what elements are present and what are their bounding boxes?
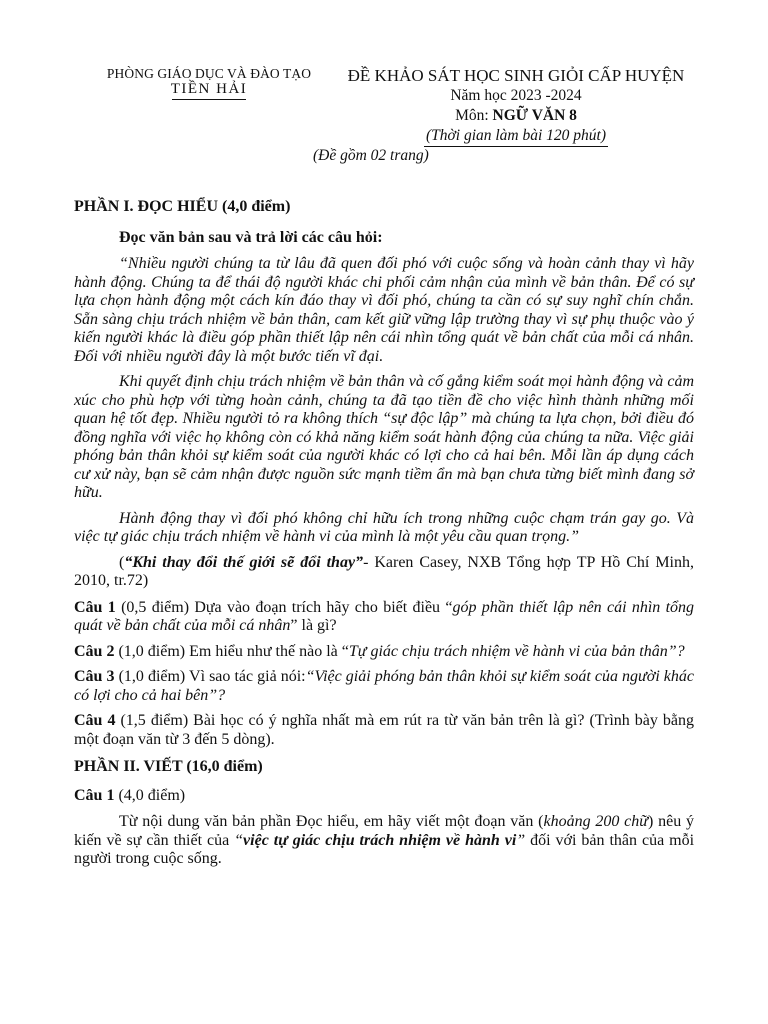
header-right [334, 66, 698, 147]
writing-question-1-label: Câu 1 [74, 786, 115, 804]
citation [74, 554, 694, 591]
part1-heading: PHẦN I. ĐỌC HIỂU (4,0 điểm) [74, 198, 291, 215]
department-name: PHÒNG GIÁO DỤC VÀ ĐÀO TẠO [106, 66, 312, 81]
subject-value: NGỮ VĂN 8 [492, 107, 577, 124]
passage-paragraph-2: Khi quyết định chịu trách nhiệm về bản thân và cố gắng kiểm soát mọi hành động và cảm xúc cho phù hợp với từng hoàn cảnh, chúng ta đã tạo tiền đề cho việc hình thành những mối quan hệ tốt đẹp. Nhiều người tỏ ra không thích “sự độc lập” mà chúng ta lựa chọn, bởi điều đó đồng nghĩa với việc họ không còn có khả năng kiểm soát hành động của chúng ta nữa. Việc giải phóng bản thân khỏi sự kiểm soát của người khác có lợi cho cả hai bên. Mỗi lần áp dụng cách cư xử này, bạn sẽ cảm nhận được nguồn sức mạnh tiềm ẩn mà bạn chưa từng biết mình đang sở hữu. [74, 373, 694, 501]
question-4 [74, 712, 694, 749]
district-underline [172, 99, 246, 100]
header-left [70, 66, 348, 100]
part1-instruction: Đọc văn bản sau và trả lời các câu hỏi: [119, 228, 383, 246]
citation-title: “Khi thay đổi thế giới sẽ đổi thay” [124, 553, 364, 571]
question-2 [74, 643, 694, 662]
passage-paragraph-1: “Nhiều người chúng ta từ lâu đã quen đối phó với cuộc sống và hoàn cảnh thay vì hãy hành động. Chúng ta để thái độ người khác chi phối cảm nhận của mình về bản thân. Để có sự lựa chọn hành động một cách kín đáo thay vì đối phó, chúng ta cần có sự suy nghĩ chín chắn. Sẵn sàng chịu trách nhiệm về bản thân, cam kết giữ vững lập trường thay vì sự phụ thuộc vào ý kiến người khác là điều góp phần thiết lập nên cái nhìn tổng quát về bản chất của mỗi cá nhân. Đối với nhiều người đây là một bước tiến vĩ đại. [74, 255, 694, 365]
question-2-text: (1,0 điểm) Em hiểu như thế nào là “ [114, 642, 349, 660]
exam-title: ĐỀ KHẢO SÁT HỌC SINH GIỎI CẤP HUYỆN [347, 66, 685, 85]
pages-note: (Đề gồm 02 trang) [313, 147, 429, 164]
question-1-end: ” là gì? [290, 617, 337, 634]
subject-label: Môn: [455, 107, 493, 124]
writing-length-note: khoảng 200 chữ [543, 813, 648, 830]
part2-heading: PHẦN II. VIẾT (16,0 điểm) [74, 758, 263, 775]
question-1 [74, 599, 694, 636]
question-4-text: (1,5 điểm) Bài học có ý nghĩa nhất mà em rút ra từ văn bản trên là gì? (Trình bày bằng một đoạn văn từ 3 đến 5 dòng). [74, 712, 695, 748]
question-3-text: (1,0 điểm) Vì sao tác giả nói: [114, 668, 306, 685]
writing-quote-open: “ [234, 831, 244, 849]
writing-quote-close: ” [516, 831, 526, 849]
district-name: TIỀN HẢI [170, 81, 248, 97]
citation-source: - Karen Casey, NXB Tổng hợp TP Hồ Chí Minh, 2010, tr.72) [74, 553, 694, 589]
question-1-quote: góp phần thiết lập nên cái nhìn tổng quát về bản chất của mỗi cá nhân [74, 598, 695, 634]
question-3 [74, 668, 694, 705]
writing-topic: việc tự giác chịu trách nhiệm về hành vi [243, 831, 517, 849]
school-year: Năm học 2023 -2024 [450, 87, 582, 104]
citation-open: ( [119, 553, 125, 571]
exam-body [74, 198, 694, 869]
question-4-label: Câu 4 [74, 712, 116, 729]
question-2-label: Câu 2 [74, 642, 115, 660]
passage-paragraph-3: Hành động thay vì đối phó không chỉ hữu ích trong những cuộc chạm trán gay go. Và việc tự giác chịu trách nhiệm về hành vi của mình là một yêu cầu quan trọng.” [74, 509, 694, 545]
writing-question-1-text [74, 813, 694, 869]
writing-text-c: đối với bản thân của mỗi người trong cuộc sống. [74, 831, 695, 867]
question-1-text: (0,5 điểm) Dựa vào đoạn trích hãy cho biết điều “ [115, 598, 453, 616]
time-note: (Thời gian làm bài 120 phút) [425, 127, 607, 144]
writing-question-1-points: (4,0 điểm) [114, 786, 186, 804]
question-2-quote: Tự giác chịu trách nhiệm về hành vi của bản thân [348, 642, 668, 660]
question-1-label: Câu 1 [74, 598, 116, 616]
writing-question-1-header [74, 787, 694, 806]
writing-text-a: Từ nội dung văn bản phần Đọc hiểu, em hãy viết một đoạn văn ( [119, 813, 544, 830]
question-3-quote: “Việc giải phóng bản thân khỏi sự kiểm soát của người khác có lợi cho cả hai bên”? [74, 668, 695, 704]
question-3-label: Câu 3 [74, 668, 115, 685]
writing-text-b: ) nêu ý kiến về sự cần thiết của [74, 813, 695, 849]
subject-line [334, 106, 698, 126]
question-2-end: ”? [667, 642, 685, 660]
